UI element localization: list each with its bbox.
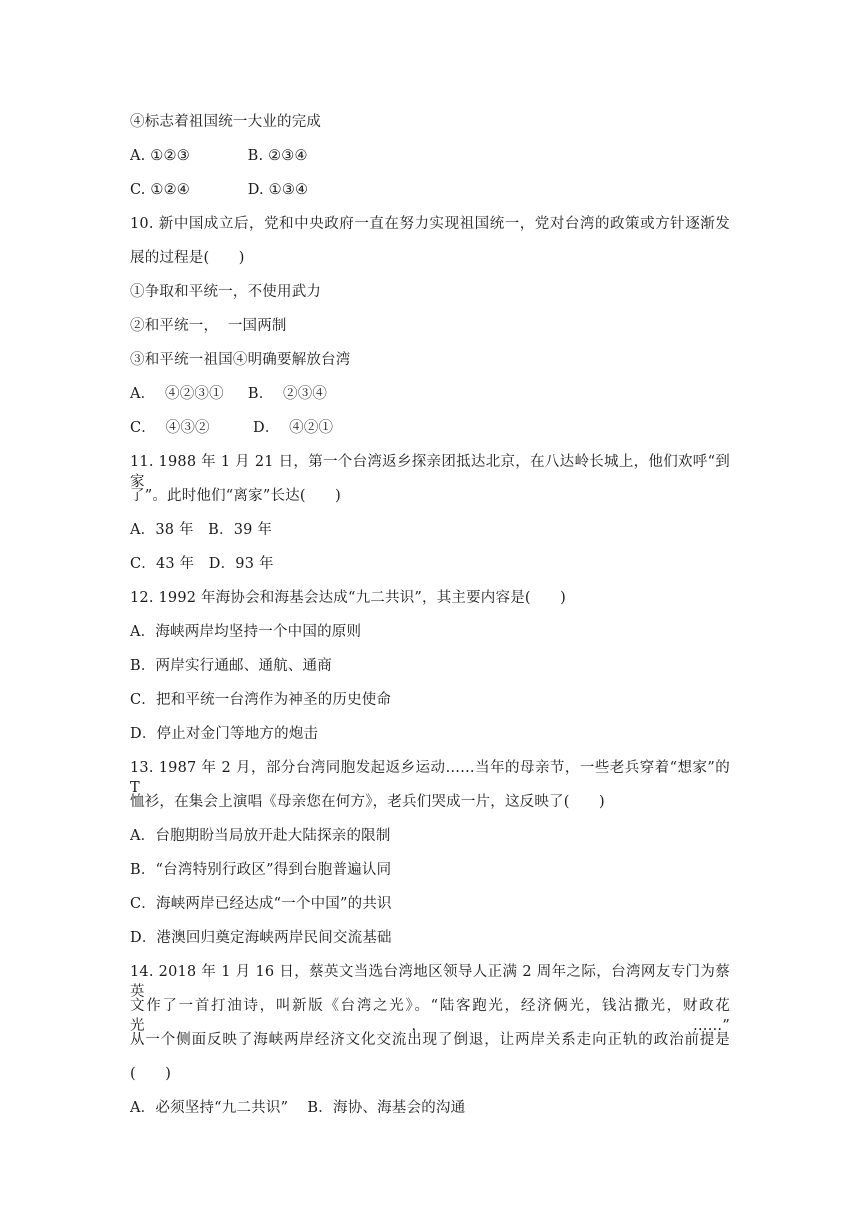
answer-choice-d: D．停止对金门等地方的炮击 [130, 726, 319, 742]
option-line: ④标志着祖国统一大业的完成 [130, 114, 322, 130]
answer-choices: C． ④③② D． ④②① [130, 420, 334, 436]
answer-choice-c: C．海峡两岸已经达成“一个中国”的共识 [130, 896, 392, 912]
question-10-stem: 10. 新中国成立后，党和中央政府一直在努力实现祖国统一，党对台湾的政策或方针逐渐发 [130, 216, 730, 232]
answer-choices: A．38 年 B．39 年 [130, 522, 273, 538]
answer-choices: A. ①②③ B. ②③④ [130, 148, 308, 164]
question-14-stem-cont: ( ) [130, 1066, 172, 1082]
answer-choice-d: D．港澳回归奠定海峡两岸民间交流基础 [130, 930, 392, 946]
answer-choice-b: B．两岸实行通邮、通航、通商 [130, 658, 332, 674]
answer-choice-b: B．“台湾特别行政区”得到台胞普遍认同 [130, 862, 392, 878]
question-11-stem: 11. 1988 年 1 月 21 日，第一个台湾返乡探亲团抵达北京，在八达岭长城上，他们欢呼“到家 [130, 454, 730, 490]
option-line: ①争取和平统一，不使用武力 [130, 284, 322, 300]
question-13-stem-cont: 恤衫，在集会上演唱《母亲您在何方》，老兵们哭成一片，这反映了( ) [130, 794, 605, 810]
question-14-stem: 14. 2018 年 1 月 16 日，蔡英文当选台湾地区领导人正满 2 周年之际，台湾网友专门为蔡英 [130, 964, 730, 1000]
answer-choices: A．必须坚持“九二共识” B．海协、海基会的沟通 [130, 1100, 466, 1116]
question-14-stem-cont: 从一个侧面反映了海峡两岸经济文化交流出现了倒退，让两岸关系走向正轨的政治前提是 [130, 1032, 730, 1048]
question-10-stem-cont: 展的过程是( ) [130, 250, 245, 266]
answer-choices: C. ①②④ D. ①③④ [130, 182, 309, 198]
answer-choices: A． ④②③① B． ②③④ [130, 386, 328, 402]
answer-choice-a: A．海峡两岸均坚持一个中国的原则 [130, 624, 362, 640]
answer-choice-a: A．台胞期盼当局放开赴大陆探亲的限制 [130, 828, 391, 844]
answer-choices: C．43 年 D．93 年 [130, 556, 274, 572]
question-14-stem-cont: 文作了一首打油诗，叫新版《台湾之光》。“陆客跑光，经济俩光，钱沾撒光，财政花光，……” [130, 998, 730, 1034]
option-line: ③和平统一祖国④明确要解放台湾 [130, 352, 351, 368]
answer-choice-c: C．把和平统一台湾作为神圣的历史使命 [130, 692, 392, 708]
question-13-stem: 13. 1987 年 2 月，部分台湾同胞发起返乡运动……当年的母亲节，一些老兵穿着“想家”的 T [130, 760, 730, 796]
question-12-stem: 12. 1992 年海协会和海基会达成“九二共识”，其主要内容是( ) [130, 590, 567, 606]
question-11-stem-cont: 了”。此时他们“离家”长达( ) [130, 488, 341, 504]
option-line: ②和平统一， 一国两制 [130, 318, 287, 334]
